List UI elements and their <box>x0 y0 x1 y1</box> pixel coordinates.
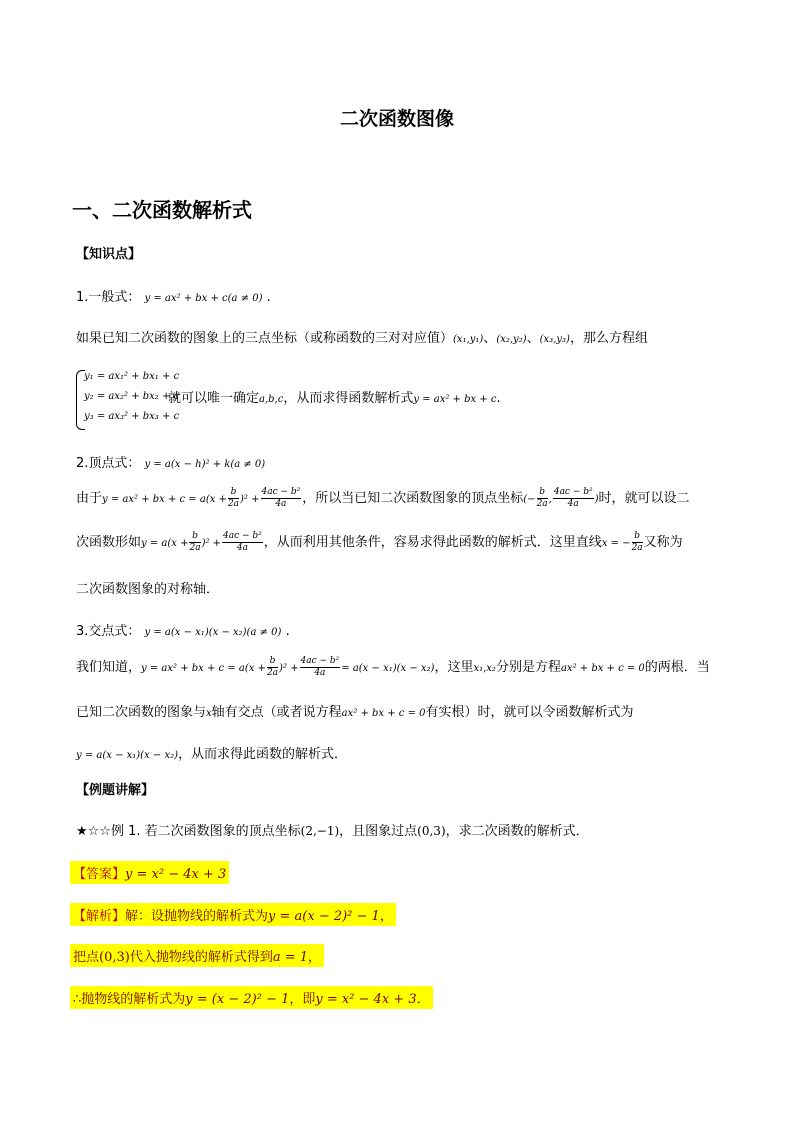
numerator: 4ac − b² <box>261 487 301 497</box>
formula: (− <box>523 494 536 505</box>
denominator: 2a <box>266 668 279 678</box>
point-1: (x₁,y₁) <box>453 334 484 345</box>
text: ． <box>416 992 430 1007</box>
point-3: (x₃,y₃) <box>539 334 570 345</box>
step-3-highlight <box>70 986 433 1009</box>
text: ，所以当已知二次函数图象的顶点坐标 <box>302 491 524 506</box>
denominator: 2a <box>631 543 643 553</box>
fraction <box>261 487 302 510</box>
text: 我们知道， <box>76 660 142 675</box>
answer-formula: y = x² − 4x + 3 <box>125 867 227 882</box>
intercept-line-3 <box>76 746 347 765</box>
numerator: 4ac − b² <box>300 656 340 666</box>
text: ， <box>308 950 322 965</box>
sep: 、 <box>483 331 497 346</box>
denominator: 2a <box>536 499 548 509</box>
text: ，这里 <box>434 660 474 675</box>
fraction <box>222 531 263 554</box>
system-text-2: ，从而求得函数解析式 <box>283 391 414 406</box>
point: (0,3) <box>99 950 130 965</box>
formula: ) <box>594 494 599 505</box>
general-form-label: 1.一般式： <box>76 290 141 305</box>
intercept-form-line <box>76 623 290 642</box>
formula: y = a(x − 2)² − 1 <box>268 909 380 924</box>
therefore-symbol: ∴ <box>73 992 82 1007</box>
denominator: 2a <box>227 499 240 509</box>
numerator: b <box>267 656 278 668</box>
formula: a = 1 <box>272 950 309 965</box>
system-eq-1: y₁ = ax₁² + bx₁ + c <box>84 371 180 382</box>
numerator: b <box>632 531 643 543</box>
formula: x₁,x₂ <box>473 663 496 674</box>
point-coord: (0,3) <box>417 824 446 838</box>
text: 代入抛物线的解析式得到 <box>129 950 273 965</box>
numerator: 4ac − b² <box>223 531 262 541</box>
text: 解：设抛物线的解析式为 <box>125 909 269 924</box>
fraction <box>632 531 643 554</box>
text: 已知二次函数的图象与 <box>76 705 207 720</box>
system-eq-3: y₃ = ax₃² + bx₃ + c <box>84 411 180 422</box>
fraction <box>228 487 239 510</box>
formula: )² + <box>279 663 299 674</box>
formula: y = x² − 4x + 3 <box>315 992 417 1007</box>
fraction <box>267 656 278 679</box>
knowledge-tag: 【知识点】 <box>76 247 142 262</box>
system-desc <box>168 390 501 409</box>
analysis-highlight <box>70 903 396 926</box>
denominator: 4a <box>567 499 579 509</box>
denominator: 2a <box>189 543 201 553</box>
system-end: . <box>496 391 501 406</box>
text: 分别是方程 <box>495 660 561 675</box>
vertex-form-line <box>76 455 265 474</box>
text: ，求二次函数的解析式． <box>445 824 589 839</box>
fraction <box>300 656 341 679</box>
text: ， <box>379 909 393 924</box>
formula: y = (x − 2)² − 1 <box>185 992 290 1007</box>
text: 例 1. 若二次函数图象的顶点坐标 <box>110 824 301 839</box>
fraction <box>553 487 594 510</box>
sep: 、 <box>526 331 540 346</box>
text: ，从而利用其他条件，容易求得此函数的解析式．这里直线 <box>263 535 602 550</box>
denominator: 4a <box>275 499 287 509</box>
denominator: 4a <box>314 668 326 678</box>
system-text: 就可以唯一确定 <box>168 391 260 406</box>
formula: x = − <box>601 538 631 549</box>
general-form-end: . <box>266 290 271 305</box>
text: 次函数形如 <box>76 535 142 550</box>
formula: y = a(x + <box>141 538 189 549</box>
formula: ax² + bx + c = 0 <box>341 708 426 719</box>
numerator: b <box>189 531 200 543</box>
desc-text-end: ，那么方程组 <box>569 331 648 346</box>
step-2-highlight <box>70 944 324 967</box>
abc: a,b,c <box>259 394 284 405</box>
intercept-form-end: . <box>285 624 290 639</box>
text: 又称为 <box>643 535 683 550</box>
intercept-line-1 <box>76 656 710 679</box>
formula: )² + <box>240 494 260 505</box>
general-form-formula: y = ax² + bx + c(a ≠ 0) <box>144 293 263 304</box>
text: ，从而求得此函数的解析式． <box>178 747 348 762</box>
text: ，即 <box>289 992 316 1007</box>
formula: ax² + bx + c = 0 <box>560 663 645 674</box>
answer-highlight <box>70 861 229 884</box>
text: 有实根）时，就可以令函数解析式为 <box>425 705 634 720</box>
formula: )² + <box>201 538 222 549</box>
denominator: 4a <box>236 543 248 553</box>
system-formula: y = ax² + bx + c <box>413 394 497 405</box>
desc-text: 如果已知二次函数的图象上的三点坐标（或称函数的三对对应值） <box>76 331 454 346</box>
point-2: (x₂,y₂) <box>496 334 527 345</box>
analysis-tag: 【解析】 <box>73 909 126 924</box>
numerator: 4ac − b² <box>553 487 593 497</box>
section-heading: 一、二次函数解析式 <box>72 198 252 222</box>
vertex-line-1 <box>76 487 690 510</box>
example-1 <box>76 822 589 841</box>
text: 由于 <box>76 491 103 506</box>
general-form-line <box>76 289 271 308</box>
formula: y = ax² + bx + c = a(x + <box>102 494 227 505</box>
text: ，且图象过点 <box>339 824 418 839</box>
text: 抛物线的解析式为 <box>81 992 186 1007</box>
intercept-line-2 <box>76 704 634 723</box>
text: 把点 <box>73 950 100 965</box>
vertex-line-3: 二次函数图象的对称轴． <box>76 582 220 597</box>
formula: y = a(x − x₁)(x − x₂) <box>76 750 179 761</box>
vertex-form-formula: y = a(x − h)² + k(a ≠ 0) <box>144 459 266 470</box>
numerator: b <box>537 487 548 499</box>
vertex-coord: (2,−1) <box>300 824 340 838</box>
formula: y = ax² + bx + c = a(x + <box>141 663 266 674</box>
formula: = a(x − x₁)(x − x₂) <box>341 663 435 674</box>
answer-tag: 【答案】 <box>73 867 126 882</box>
difficulty-stars: ★☆☆ <box>76 824 111 839</box>
text: 的两根．当 <box>644 660 710 675</box>
page-title: 二次函数图像 <box>339 108 454 130</box>
general-form-desc <box>76 330 648 349</box>
fraction <box>537 487 548 510</box>
system-eq-2: y₂ = ax₂² + bx₂ + c <box>84 391 180 402</box>
example-tag: 【例题讲解】 <box>76 783 155 798</box>
fraction <box>189 531 200 554</box>
formula: , <box>548 494 552 505</box>
vertex-form-label: 2.顶点式： <box>76 456 141 471</box>
intercept-form-formula: y = a(x − x₁)(x − x₂)(a ≠ 0) <box>144 627 282 638</box>
numerator: b <box>228 487 239 499</box>
text: 时，就可以设二 <box>598 491 690 506</box>
formula: x <box>206 708 212 719</box>
vertex-line-2 <box>76 531 683 554</box>
intercept-form-label: 3.交点式： <box>76 624 141 639</box>
text: 轴有交点（或者说方程 <box>211 705 342 720</box>
